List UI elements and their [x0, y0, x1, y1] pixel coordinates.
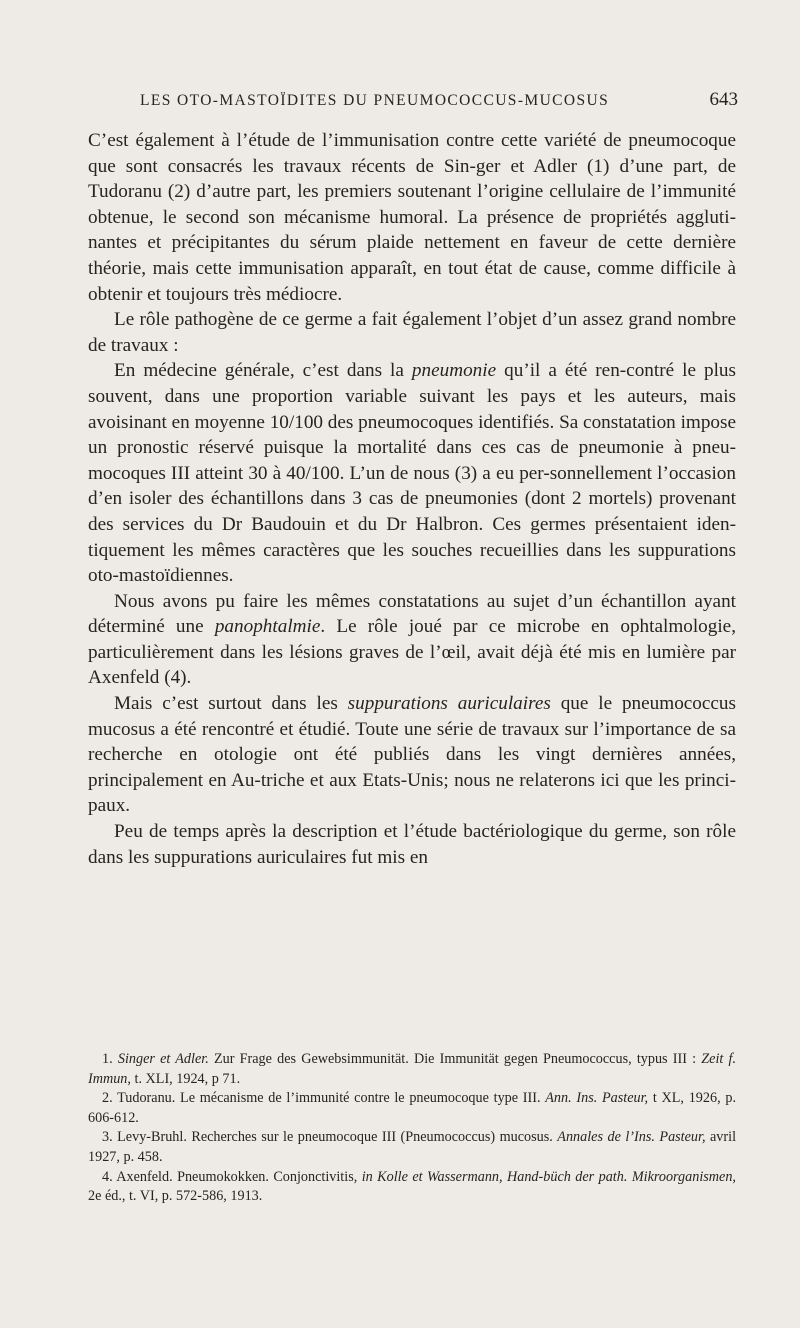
footnote-2-journal: Ann. Ins. Pasteur, [545, 1090, 649, 1107]
paragraph-pneumonia [88, 358, 736, 588]
pneumonia-text-end: qu’il a été ren-contré le plus souvent, dans une proportion variable suivant les pays et les auteurs, mais avoisinant en moyenne 10/100 des pneumocoques identifiés. Sa constatation impose un pronostic réservé puisque la mortalité dans ces cas de pneumonie à pneu-mocoques III atteint 30 à 40/100. L’un de nous (3) a eu per-sonnellement l’occasion d’en isoler des échantillons dans 3 cas de pneumonies (dont 2 mortels) provenant des services du Dr Baudouin et du Dr Halbron. Ces germes présentaient iden-tiquement les mêmes caractères que les souches recueillies dans les suppurations oto-mastoïdiennes. [88, 360, 736, 587]
body-text [88, 128, 736, 870]
auricular-text-end: que le pneumococcus mucosus a été rencontré et étudié. Toute une série de travaux sur l’importance de sa recherche en otologie ont été publiés dans les vingt dernières années, principalement en Au-triche et aux Etats-Unis; nous ne relaterons ici que les princi-paux. [88, 693, 736, 817]
panophtalmie-emphasis: panophtalmie [214, 616, 321, 638]
footnote-4 [88, 1168, 736, 1207]
footnote-4-journal: in Kolle et Wassermann, Hand-büch der path. Mikroorganismen, [361, 1168, 736, 1185]
paragraph-auricular [88, 691, 736, 819]
paragraph-immunisation: C’est également à l’étude de l’immunisation contre cette variété de pneumocoque que sont consacrés les travaux récents de Sin-ger et Adler (1) d’une part, de Tudoranu (2) d’autre part, les premiers soutenant l’origine cellulaire de l’immunité obtenue, le second son mécanisme humoral. La présence de propriétés aggluti-nantes et précipitantes du sérum plaide nettement en faveur de cette dernière théorie, mais cette immunisation apparaît, en tout état de cause, comme difficile à obtenir et toujours très médiocre. [88, 130, 736, 305]
footnote-4-end: 2e éd., t. VI, p. 572-586, 1913. [88, 1188, 263, 1205]
footnotes [88, 1050, 736, 1207]
running-header [88, 89, 738, 114]
footnote-1-authors: Singer et Adler. [117, 1051, 209, 1067]
footnote-2-text: 2. Tudoranu. Le mécanisme de l’immunité contre le pneumocoque type III. [102, 1090, 546, 1107]
page-number: 643 [709, 89, 738, 110]
paragraph-panophtalmie [88, 589, 736, 691]
pneumonia-emphasis: pneumonie [411, 360, 497, 382]
footnote-3 [88, 1128, 736, 1167]
paragraph-pathogenic-role: Le rôle pathogène de ce germe a fait également l’objet d’un assez grand nombre de travaux : [88, 309, 736, 356]
footnote-1 [88, 1050, 736, 1089]
panophtalmie-text-end: . Le rôle joué par ce microbe en ophtalmologie, particulièrement dans les lésions graves de l’œil, avait déjà été mis en lumière par Axenfeld (4). [88, 616, 736, 689]
footnote-1-number: 1. [102, 1051, 118, 1067]
auricular-text-start: Mais c’est surtout dans les [114, 693, 348, 715]
footnote-1-text: Zur Frage des Gewebsimmunität. Die Immunität gegen Pneumococcus, typus III : [208, 1051, 702, 1067]
pneumonia-text-start: En médecine générale, c’est dans la [114, 360, 412, 382]
footnote-2 [88, 1089, 736, 1128]
footnote-2-end: t XL, 1926, p. 606-612. [88, 1090, 736, 1126]
running-title: LES OTO-MASTOÏDITES DU PNEUMOCOCCUS-MUCOSUS [140, 92, 610, 109]
footnote-1-journal: Zeit f. Immun [88, 1051, 737, 1087]
footnote-3-journal: Annales de l’Ins. Pasteur, [557, 1129, 706, 1146]
footnote-4-text: 4. Axenfeld. Pneumokokken. Conjonctivitis, [102, 1168, 362, 1185]
footnote-1-end: , t. XLI, 1924, p 71. [127, 1070, 241, 1087]
paragraph-history: Peu de temps après la description et l’étude bactériologique du germe, son rôle dans les suppurations auriculaires fut mis en [88, 821, 736, 868]
footnote-3-end: avril 1927, p. 458. [88, 1129, 737, 1165]
footnote-3-text: 3. Levy-Bruhl. Recherches sur le pneumocoque III (Pneumococcus) mucosus. [102, 1129, 558, 1146]
panophtalmie-text-start: Nous avons pu faire les mêmes constatations au sujet d’un échantillon ayant déterminé une [88, 590, 736, 638]
auricular-emphasis: suppurations auriculaires [347, 693, 551, 715]
